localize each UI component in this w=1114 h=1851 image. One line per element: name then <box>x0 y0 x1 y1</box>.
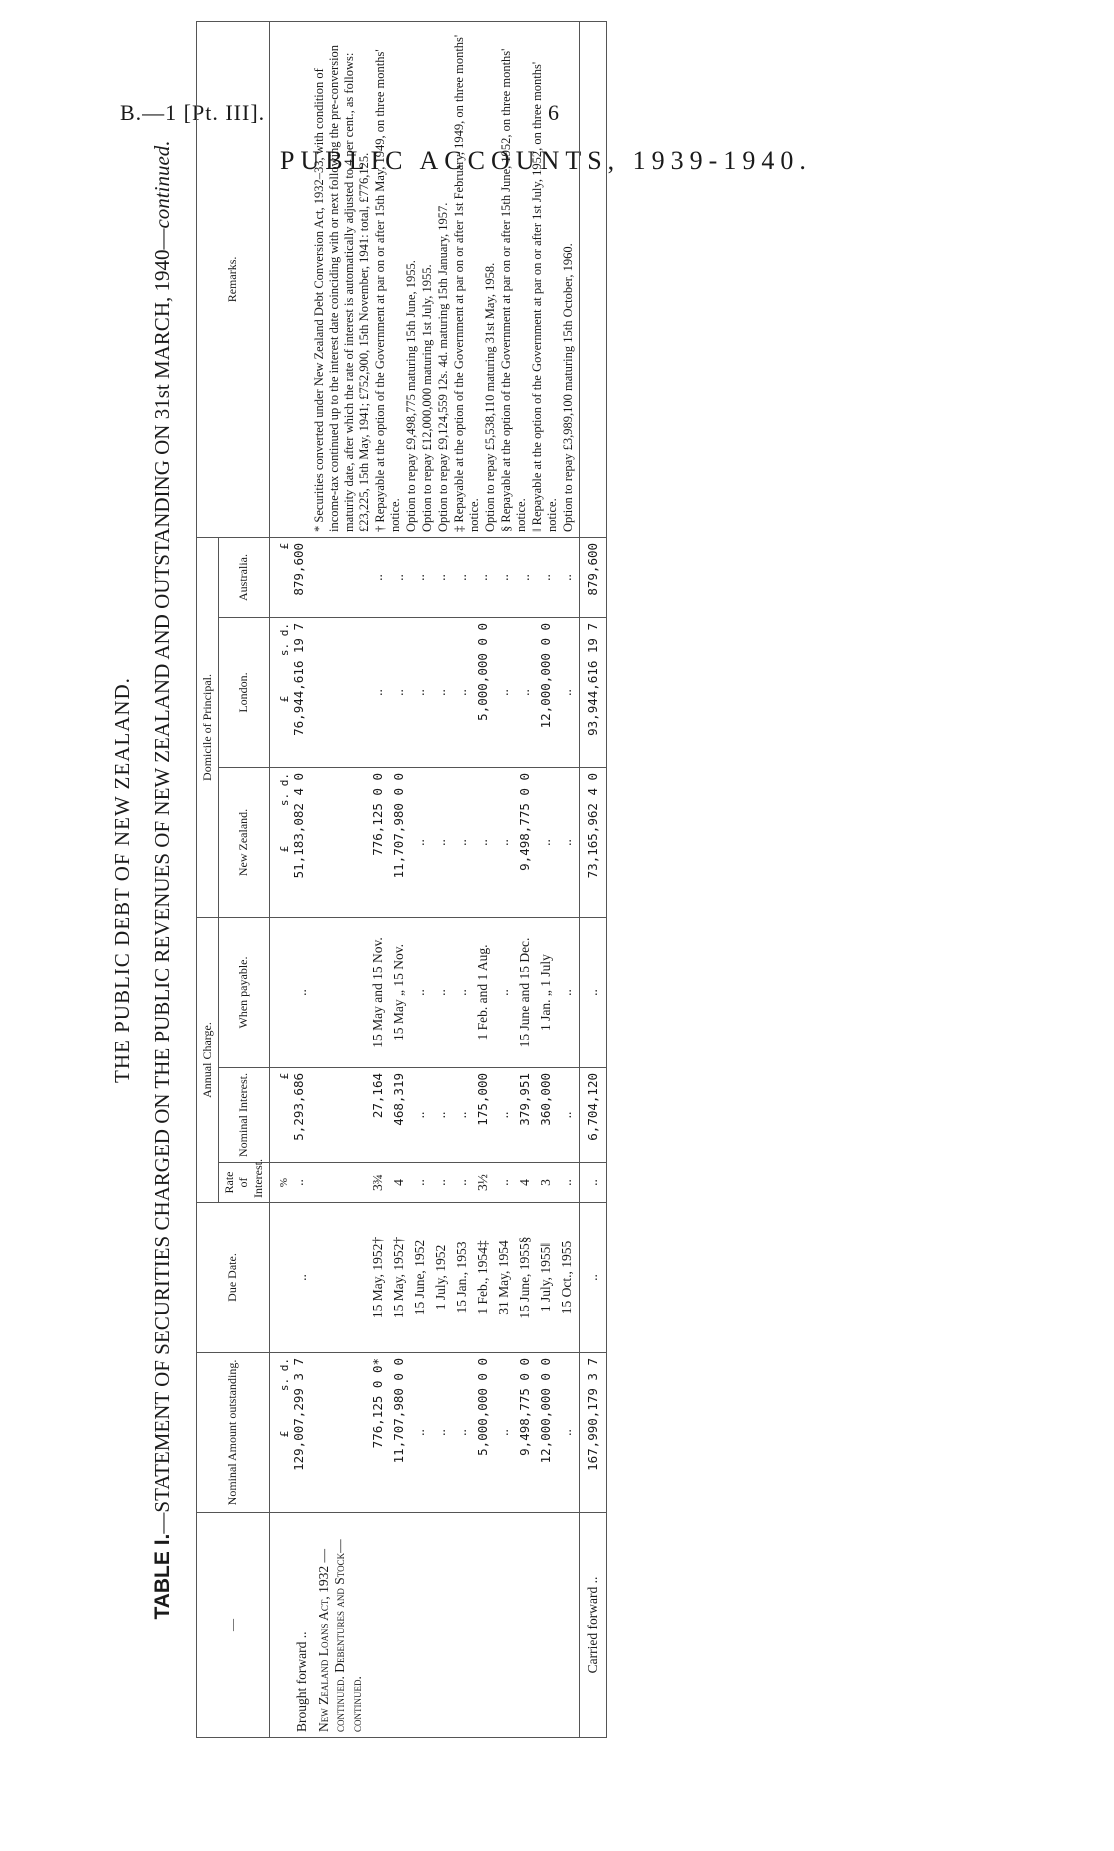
due-date-cell: 1 July, 1952 <box>431 1203 452 1353</box>
remark-note: † Repayable at the option of the Government at par on or after 15th May, 1949, on three months' notice. <box>372 49 402 532</box>
row-description: New Zealand Loans Act, 1932 —continued. Debentures and Stock—continued. <box>314 1513 369 1738</box>
amount-cell: 9,498,775 0 0 <box>515 1353 536 1513</box>
document-code: B.—1 [Pt. III]. <box>120 100 266 125</box>
when-payable-cell: .. <box>410 917 431 1067</box>
rate-cell: .. <box>579 1163 606 1203</box>
table-label: TABLE I. <box>151 1533 174 1620</box>
col-blank: — <box>197 1513 270 1738</box>
interest-cell: .. <box>452 1068 473 1163</box>
remark-note: Option to repay £9,498,775 maturing 15th June, 1955. <box>403 260 418 532</box>
amount-cell: .. <box>452 1353 473 1513</box>
nz-cell: £ s. d. 51,183,082 4 0 <box>269 767 314 917</box>
row-description: Brought forward .. <box>269 1513 314 1738</box>
due-date-cell: .. <box>269 1203 314 1353</box>
rate-cell: 4 <box>389 1163 410 1203</box>
amount-cell: .. <box>557 1353 579 1513</box>
when-payable-cell: 15 May „ 15 Nov. <box>389 917 410 1067</box>
nz-cell: .. <box>452 767 473 917</box>
interest-cell: 468,319 <box>389 1068 410 1163</box>
amount-cell: .. <box>431 1353 452 1513</box>
london-cell: .. <box>431 617 452 767</box>
interest-cell: 175,000 <box>473 1068 494 1163</box>
due-date-cell: 1 July, 1955‖ <box>536 1203 557 1353</box>
amount-cell: 11,707,980 0 0 <box>389 1353 410 1513</box>
nz-cell: 776,125 0 0 <box>368 767 389 917</box>
rate-cell: 3¾ <box>368 1163 389 1203</box>
table-subheading <box>150 0 175 1760</box>
interest-cell: 379,951 <box>515 1068 536 1163</box>
london-cell: £ s. d. 76,944,616 19 7 <box>269 617 314 767</box>
nz-cell: .. <box>536 767 557 917</box>
interest-cell: .. <box>431 1068 452 1163</box>
when-payable-cell: .. <box>452 917 473 1067</box>
amount-cell: 167,990,179 3 7 <box>579 1353 606 1513</box>
table-row <box>269 21 314 1737</box>
due-date-cell: 15 Jan., 1953 <box>452 1203 473 1353</box>
remark-note: Option to repay £3,989,100 maturing 15th October, 1960. <box>560 243 575 532</box>
col-nominal-amount: Nominal Amount outstanding. <box>197 1353 270 1513</box>
rate-cell: 3½ <box>473 1163 494 1203</box>
table-heading: THE PUBLIC DEBT OF NEW ZEALAND. <box>110 677 134 1083</box>
nz-cell: .. <box>431 767 452 917</box>
london-cell: .. <box>389 617 410 767</box>
australia-cell: .. <box>410 537 431 617</box>
due-date-cell: 15 June, 1955§ <box>515 1203 536 1353</box>
london-cell: 12,000,000 0 0 <box>536 617 557 767</box>
col-nominal-interest: Nominal Interest. <box>218 1068 269 1163</box>
when-payable-cell: .. <box>579 917 606 1067</box>
due-date-cell: 15 May, 1952† <box>389 1203 410 1353</box>
amount-cell: 776,125 0 0* <box>368 1353 389 1513</box>
col-london: London. <box>218 617 269 767</box>
nz-cell: .. <box>494 767 515 917</box>
col-australia: Australia. <box>218 537 269 617</box>
australia-cell: .. <box>452 537 473 617</box>
col-remarks: Remarks. <box>197 21 270 537</box>
page-number: 6 <box>548 100 559 125</box>
interest-cell: .. <box>410 1068 431 1163</box>
col-due-date: Due Date. <box>197 1203 270 1353</box>
remark-note: Option to repay £9,124,559 12s. 4d. maturing 15th January, 1957. <box>435 202 450 532</box>
rate-cell: .. <box>494 1163 515 1203</box>
col-new-zealand: New Zealand. <box>218 767 269 917</box>
page-title: PUBLIC ACCOUNTS, 1939-1940. <box>280 146 812 175</box>
due-date-cell: .. <box>579 1203 606 1353</box>
when-payable-cell: 15 June and 15 Dec. <box>515 917 536 1067</box>
when-payable-cell: .. <box>557 917 579 1067</box>
london-cell: .. <box>368 617 389 767</box>
due-date-cell: 15 May, 1952† <box>368 1203 389 1353</box>
australia-cell: .. <box>515 537 536 617</box>
remarks-cell <box>269 21 579 537</box>
when-payable-cell: .. <box>431 917 452 1067</box>
col-domicile: Domicile of Principal. <box>197 537 219 917</box>
due-date-cell: 31 May, 1954 <box>494 1203 515 1353</box>
rate-cell: .. <box>452 1163 473 1203</box>
london-cell: 5,000,000 0 0 <box>473 617 494 767</box>
interest-cell: 360,000 <box>536 1068 557 1163</box>
rate-cell: .. <box>431 1163 452 1203</box>
due-date-cell: 15 June, 1952 <box>410 1203 431 1353</box>
london-cell: .. <box>452 617 473 767</box>
rate-cell: % .. <box>269 1163 314 1203</box>
remark-note: * Securities converted under New Zealand Debt Conversion Act, 1932–33, with condition of income-tax continued up to the interest date coinciding with or next following the pre-conversion maturity date, after which the rate of interest is automatically adjusted to 4 per cent., as follows: £23,225, 15th May, 1941; £752,900, 15th November, 1941: total, £776,125. <box>311 44 371 532</box>
col-when-payable: When payable. <box>218 917 269 1067</box>
amount-cell: .. <box>410 1353 431 1513</box>
amount-cell: .. <box>494 1353 515 1513</box>
table-continued-note: continued. <box>150 140 174 229</box>
australia-cell: .. <box>473 537 494 617</box>
table-description: —STATEMENT OF SECURITIES CHARGED ON THE PUBLIC REVENUES OF NEW ZEALAND AND OUTSTANDING ON 31st MARCH, 1940— <box>150 228 174 1534</box>
amount-cell: 5,000,000 0 0 <box>473 1353 494 1513</box>
australia-cell: .. <box>389 537 410 617</box>
remark-note: Option to repay £5,538,110 maturing 31st May, 1958. <box>482 262 497 532</box>
australia-cell: .. <box>557 537 579 617</box>
london-cell: .. <box>410 617 431 767</box>
when-payable-cell: 15 May and 15 Nov. <box>368 917 389 1067</box>
when-payable-cell: 1 Jan. „ 1 July <box>536 917 557 1067</box>
rate-cell: 4 <box>515 1163 536 1203</box>
interest-cell: £ 5,293,686 <box>269 1068 314 1163</box>
australia-cell: .. <box>536 537 557 617</box>
remark-note: Option to repay £12,000,000 maturing 1st July, 1955. <box>419 264 434 532</box>
nz-cell: 9,498,775 0 0 <box>515 767 536 917</box>
col-rate: Rate of Interest. <box>218 1163 269 1203</box>
interest-cell: 27,164 <box>368 1068 389 1163</box>
when-payable-cell: 1 Feb. and 1 Aug. <box>473 917 494 1067</box>
australia-cell: .. <box>368 537 389 617</box>
rate-cell: 3 <box>536 1163 557 1203</box>
col-annual-charge: Annual Charge. <box>197 917 219 1202</box>
australia-cell: .. <box>494 537 515 617</box>
due-date-cell: 1 Feb., 1954‡ <box>473 1203 494 1353</box>
rate-cell: .. <box>557 1163 579 1203</box>
public-debt-table <box>196 21 607 1738</box>
australia-cell: .. <box>431 537 452 617</box>
london-cell: .. <box>494 617 515 767</box>
remarks-cell <box>579 21 606 537</box>
remark-note: ‡ Repayable at the option of the Government at par on or after 1st February, 1949, on three months' notice. <box>451 34 481 532</box>
nz-cell: 11,707,980 0 0 <box>389 767 410 917</box>
interest-cell: .. <box>557 1068 579 1163</box>
remark-note: § Repayable at the option of the Government at par on or after 15th June, 1952, on three months' notice. <box>498 48 528 532</box>
rate-cell: .. <box>410 1163 431 1203</box>
due-date-cell: 15 Oct., 1955 <box>557 1203 579 1353</box>
london-cell: .. <box>515 617 536 767</box>
nz-cell: 73,165,962 4 0 <box>579 767 606 917</box>
row-description: Carried forward .. <box>579 1513 606 1738</box>
australia-cell: £ 879,600 <box>269 537 314 617</box>
nz-cell: .. <box>557 767 579 917</box>
amount-cell: £ s. d. 129,007,299 3 7 <box>269 1353 314 1513</box>
amount-cell: 12,000,000 0 0 <box>536 1353 557 1513</box>
interest-cell: 6,704,120 <box>579 1068 606 1163</box>
totals-row <box>579 21 606 1737</box>
remark-note: ‖ Repayable at the option of the Government at par on or after 1st July, 1952, on three months' notice. <box>529 61 559 532</box>
london-cell: .. <box>557 617 579 767</box>
nz-cell: .. <box>410 767 431 917</box>
nz-cell: .. <box>473 767 494 917</box>
when-payable-cell: .. <box>494 917 515 1067</box>
rotated-table-panel <box>110 0 1080 1760</box>
when-payable-cell: .. <box>269 917 314 1067</box>
london-cell: 93,944,616 19 7 <box>579 617 606 767</box>
australia-cell: 879,600 <box>579 537 606 617</box>
interest-cell: .. <box>494 1068 515 1163</box>
